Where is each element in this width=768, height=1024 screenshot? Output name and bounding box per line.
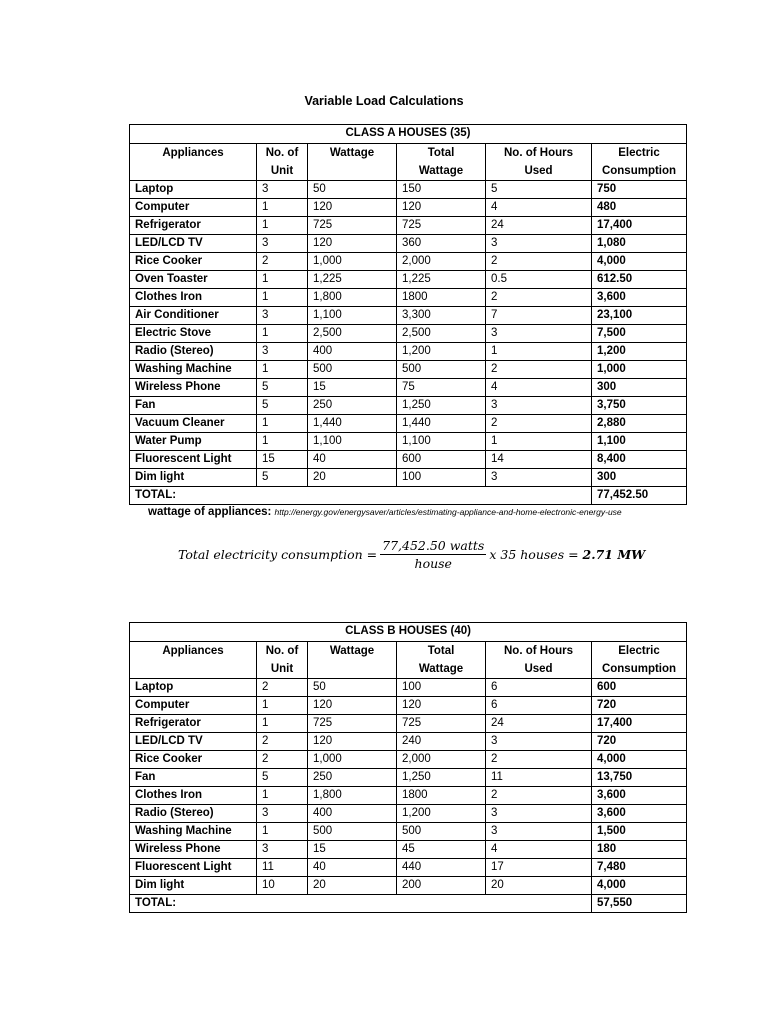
wattage-cell: 1,000 (308, 751, 397, 769)
total-wattage-cell: 45 (397, 841, 486, 859)
class-a-table (129, 124, 687, 505)
header-wattage: Wattage (308, 642, 397, 679)
appliance-cell: Radio (Stereo) (130, 343, 257, 361)
total-wattage-cell: 1,100 (397, 433, 486, 451)
formula-lhs: Total electricity consumption = (178, 546, 378, 562)
wattage-cell: 400 (308, 805, 397, 823)
total-wattage-cell: 1800 (397, 289, 486, 307)
table-row (130, 751, 687, 769)
wattage-cell: 40 (308, 859, 397, 877)
header-consumption: Electric Consumption (592, 144, 687, 181)
appliance-cell: Vacuum Cleaner (130, 415, 257, 433)
units-cell: 11 (257, 859, 308, 877)
table-row (130, 343, 687, 361)
formula-fraction (380, 538, 486, 571)
total-wattage-cell: 1,200 (397, 343, 486, 361)
consumption-cell: 7,480 (592, 859, 687, 877)
total-wattage-cell: 150 (397, 181, 486, 199)
units-cell: 1 (257, 199, 308, 217)
header-units: No. of Unit (257, 144, 308, 181)
units-cell: 15 (257, 451, 308, 469)
hours-cell: 5 (486, 181, 592, 199)
consumption-formula (178, 534, 645, 574)
total-wattage-cell: 120 (397, 199, 486, 217)
hours-cell: 4 (486, 379, 592, 397)
class-a-total-value: 77,452.50 (592, 487, 687, 505)
total-wattage-cell: 100 (397, 469, 486, 487)
consumption-cell: 4,000 (592, 253, 687, 271)
units-cell: 2 (257, 253, 308, 271)
appliance-cell: Water Pump (130, 433, 257, 451)
consumption-cell: 1,200 (592, 343, 687, 361)
units-cell: 5 (257, 397, 308, 415)
header-hours: No. of Hours Used (486, 642, 592, 679)
header-wattage: Wattage (308, 144, 397, 181)
wattage-cell: 1,100 (308, 307, 397, 325)
header-appliances: Appliances (130, 642, 257, 679)
consumption-cell: 23,100 (592, 307, 687, 325)
appliance-cell: Air Conditioner (130, 307, 257, 325)
wattage-cell: 250 (308, 769, 397, 787)
units-cell: 1 (257, 217, 308, 235)
hours-cell: 11 (486, 769, 592, 787)
source-note (148, 506, 622, 518)
appliance-cell: Fan (130, 769, 257, 787)
total-wattage-cell: 360 (397, 235, 486, 253)
consumption-cell: 3,600 (592, 787, 687, 805)
hours-cell: 3 (486, 805, 592, 823)
hours-cell: 2 (486, 289, 592, 307)
wattage-cell: 120 (308, 199, 397, 217)
appliance-cell: Fluorescent Light (130, 451, 257, 469)
appliance-cell: Computer (130, 199, 257, 217)
hours-cell: 6 (486, 679, 592, 697)
hours-cell: 3 (486, 823, 592, 841)
units-cell: 2 (257, 679, 308, 697)
table-row (130, 733, 687, 751)
units-cell: 1 (257, 697, 308, 715)
header-consumption: Electric Consumption (592, 642, 687, 679)
hours-cell: 17 (486, 859, 592, 877)
table-row (130, 397, 687, 415)
hours-cell: 3 (486, 469, 592, 487)
consumption-cell: 3,750 (592, 397, 687, 415)
wattage-cell: 250 (308, 397, 397, 415)
appliance-cell: Electric Stove (130, 325, 257, 343)
appliance-cell: LED/LCD TV (130, 733, 257, 751)
header-total-wattage: Total Wattage (397, 144, 486, 181)
units-cell: 3 (257, 343, 308, 361)
table-row (130, 841, 687, 859)
header-units: No. of Unit (257, 642, 308, 679)
header-appliances: Appliances (130, 144, 257, 181)
total-wattage-cell: 3,300 (397, 307, 486, 325)
wattage-cell: 2,500 (308, 325, 397, 343)
units-cell: 1 (257, 823, 308, 841)
appliance-cell: Fan (130, 397, 257, 415)
consumption-cell: 300 (592, 379, 687, 397)
consumption-cell: 300 (592, 469, 687, 487)
units-cell: 3 (257, 307, 308, 325)
hours-cell: 4 (486, 199, 592, 217)
total-wattage-cell: 200 (397, 877, 486, 895)
wattage-cell: 1,440 (308, 415, 397, 433)
appliance-cell: Wireless Phone (130, 841, 257, 859)
hours-cell: 1 (486, 433, 592, 451)
source-label: wattage of appliances: (148, 506, 272, 518)
appliance-cell: Computer (130, 697, 257, 715)
hours-cell: 4 (486, 841, 592, 859)
consumption-cell: 1,100 (592, 433, 687, 451)
wattage-cell: 1,800 (308, 289, 397, 307)
appliance-cell: Washing Machine (130, 361, 257, 379)
units-cell: 1 (257, 289, 308, 307)
units-cell: 1 (257, 325, 308, 343)
appliance-cell: Wireless Phone (130, 379, 257, 397)
total-wattage-cell: 1800 (397, 787, 486, 805)
wattage-cell: 1,000 (308, 253, 397, 271)
total-wattage-cell: 1,250 (397, 397, 486, 415)
hours-cell: 2 (486, 787, 592, 805)
consumption-cell: 600 (592, 679, 687, 697)
formula-denominator: house (414, 555, 452, 571)
appliance-cell: Rice Cooker (130, 253, 257, 271)
units-cell: 3 (257, 805, 308, 823)
total-wattage-cell: 500 (397, 361, 486, 379)
class-b-total-value: 57,550 (592, 895, 687, 913)
wattage-cell: 15 (308, 379, 397, 397)
wattage-cell: 40 (308, 451, 397, 469)
total-wattage-cell: 75 (397, 379, 486, 397)
source-url[interactable]: http://energy.gov/energysaver/articles/estimating-appliance-and-home-electronic-energy-use (274, 507, 622, 517)
hours-cell: 20 (486, 877, 592, 895)
units-cell: 1 (257, 787, 308, 805)
table-row (130, 271, 687, 289)
class-b-table (129, 622, 687, 913)
table-row (130, 181, 687, 199)
units-cell: 2 (257, 733, 308, 751)
appliance-cell: Washing Machine (130, 823, 257, 841)
table-row (130, 289, 687, 307)
total-wattage-cell: 1,440 (397, 415, 486, 433)
total-wattage-cell: 725 (397, 217, 486, 235)
consumption-cell: 4,000 (592, 877, 687, 895)
appliance-cell: Refrigerator (130, 217, 257, 235)
appliance-cell: Refrigerator (130, 715, 257, 733)
total-wattage-cell: 2,000 (397, 751, 486, 769)
consumption-cell: 17,400 (592, 715, 687, 733)
hours-cell: 0.5 (486, 271, 592, 289)
total-wattage-cell: 100 (397, 679, 486, 697)
consumption-cell: 4,000 (592, 751, 687, 769)
table-row (130, 877, 687, 895)
table-row (130, 415, 687, 433)
consumption-cell: 720 (592, 733, 687, 751)
class-b-total-label: TOTAL: (130, 895, 592, 913)
consumption-cell: 3,600 (592, 289, 687, 307)
total-wattage-cell: 1,200 (397, 805, 486, 823)
total-wattage-cell: 500 (397, 823, 486, 841)
wattage-cell: 1,800 (308, 787, 397, 805)
class-b-caption: CLASS B HOUSES (40) (130, 623, 687, 642)
units-cell: 1 (257, 715, 308, 733)
units-cell: 3 (257, 841, 308, 859)
wattage-cell: 500 (308, 823, 397, 841)
hours-cell: 1 (486, 343, 592, 361)
table-row (130, 697, 687, 715)
table-row (130, 199, 687, 217)
units-cell: 1 (257, 361, 308, 379)
hours-cell: 3 (486, 235, 592, 253)
wattage-cell: 120 (308, 697, 397, 715)
units-cell: 1 (257, 271, 308, 289)
wattage-cell: 20 (308, 877, 397, 895)
table-row (130, 805, 687, 823)
total-wattage-cell: 1,250 (397, 769, 486, 787)
appliance-cell: Clothes Iron (130, 787, 257, 805)
hours-cell: 14 (486, 451, 592, 469)
consumption-cell: 750 (592, 181, 687, 199)
wattage-cell: 725 (308, 715, 397, 733)
appliance-cell: Laptop (130, 181, 257, 199)
wattage-cell: 1,100 (308, 433, 397, 451)
table-row (130, 823, 687, 841)
hours-cell: 7 (486, 307, 592, 325)
units-cell: 5 (257, 379, 308, 397)
wattage-cell: 50 (308, 181, 397, 199)
table-row (130, 679, 687, 697)
appliance-cell: Dim light (130, 877, 257, 895)
table-row (130, 235, 687, 253)
wattage-cell: 15 (308, 841, 397, 859)
table-row (130, 859, 687, 877)
units-cell: 1 (257, 415, 308, 433)
units-cell: 1 (257, 433, 308, 451)
units-cell: 5 (257, 469, 308, 487)
units-cell: 10 (257, 877, 308, 895)
hours-cell: 3 (486, 397, 592, 415)
table-row (130, 379, 687, 397)
consumption-cell: 1,000 (592, 361, 687, 379)
table-row (130, 217, 687, 235)
appliance-cell: Rice Cooker (130, 751, 257, 769)
formula-result: 2.71 MW (582, 546, 646, 562)
total-wattage-cell: 600 (397, 451, 486, 469)
formula-multiplier: x 35 houses = (489, 546, 579, 562)
hours-cell: 2 (486, 361, 592, 379)
hours-cell: 24 (486, 715, 592, 733)
wattage-cell: 50 (308, 679, 397, 697)
table-row (130, 361, 687, 379)
appliance-cell: Laptop (130, 679, 257, 697)
consumption-cell: 480 (592, 199, 687, 217)
consumption-cell: 8,400 (592, 451, 687, 469)
hours-cell: 2 (486, 751, 592, 769)
consumption-cell: 2,880 (592, 415, 687, 433)
table-row (130, 787, 687, 805)
table-row (130, 253, 687, 271)
hours-cell: 2 (486, 253, 592, 271)
wattage-cell: 120 (308, 235, 397, 253)
appliance-cell: Clothes Iron (130, 289, 257, 307)
appliance-cell: Fluorescent Light (130, 859, 257, 877)
units-cell: 3 (257, 235, 308, 253)
header-total-wattage: Total Wattage (397, 642, 486, 679)
consumption-cell: 1,080 (592, 235, 687, 253)
appliance-cell: Dim light (130, 469, 257, 487)
total-wattage-cell: 725 (397, 715, 486, 733)
class-a-caption: CLASS A HOUSES (35) (130, 125, 687, 144)
hours-cell: 2 (486, 415, 592, 433)
consumption-cell: 1,500 (592, 823, 687, 841)
total-wattage-cell: 2,000 (397, 253, 486, 271)
table-row (130, 715, 687, 733)
formula-numerator: 77,452.50 watts (382, 537, 485, 553)
wattage-cell: 500 (308, 361, 397, 379)
consumption-cell: 13,750 (592, 769, 687, 787)
wattage-cell: 120 (308, 733, 397, 751)
hours-cell: 6 (486, 697, 592, 715)
units-cell: 2 (257, 751, 308, 769)
consumption-cell: 180 (592, 841, 687, 859)
total-wattage-cell: 240 (397, 733, 486, 751)
table-row (130, 469, 687, 487)
total-wattage-cell: 1,225 (397, 271, 486, 289)
total-wattage-cell: 440 (397, 859, 486, 877)
page-title: Variable Load Calculations (304, 94, 464, 108)
hours-cell: 3 (486, 733, 592, 751)
consumption-cell: 17,400 (592, 217, 687, 235)
table-row (130, 433, 687, 451)
consumption-cell: 612.50 (592, 271, 687, 289)
wattage-cell: 1,225 (308, 271, 397, 289)
header-hours: No. of Hours Used (486, 144, 592, 181)
hours-cell: 24 (486, 217, 592, 235)
appliance-cell: LED/LCD TV (130, 235, 257, 253)
appliance-cell: Oven Toaster (130, 271, 257, 289)
wattage-cell: 400 (308, 343, 397, 361)
wattage-cell: 725 (308, 217, 397, 235)
total-wattage-cell: 120 (397, 697, 486, 715)
table-row (130, 769, 687, 787)
units-cell: 3 (257, 181, 308, 199)
consumption-cell: 3,600 (592, 805, 687, 823)
consumption-cell: 720 (592, 697, 687, 715)
table-row (130, 307, 687, 325)
table-row (130, 325, 687, 343)
class-a-total-label: TOTAL: (130, 487, 592, 505)
total-wattage-cell: 2,500 (397, 325, 486, 343)
appliance-cell: Radio (Stereo) (130, 805, 257, 823)
wattage-cell: 20 (308, 469, 397, 487)
hours-cell: 3 (486, 325, 592, 343)
consumption-cell: 7,500 (592, 325, 687, 343)
units-cell: 5 (257, 769, 308, 787)
table-row (130, 451, 687, 469)
